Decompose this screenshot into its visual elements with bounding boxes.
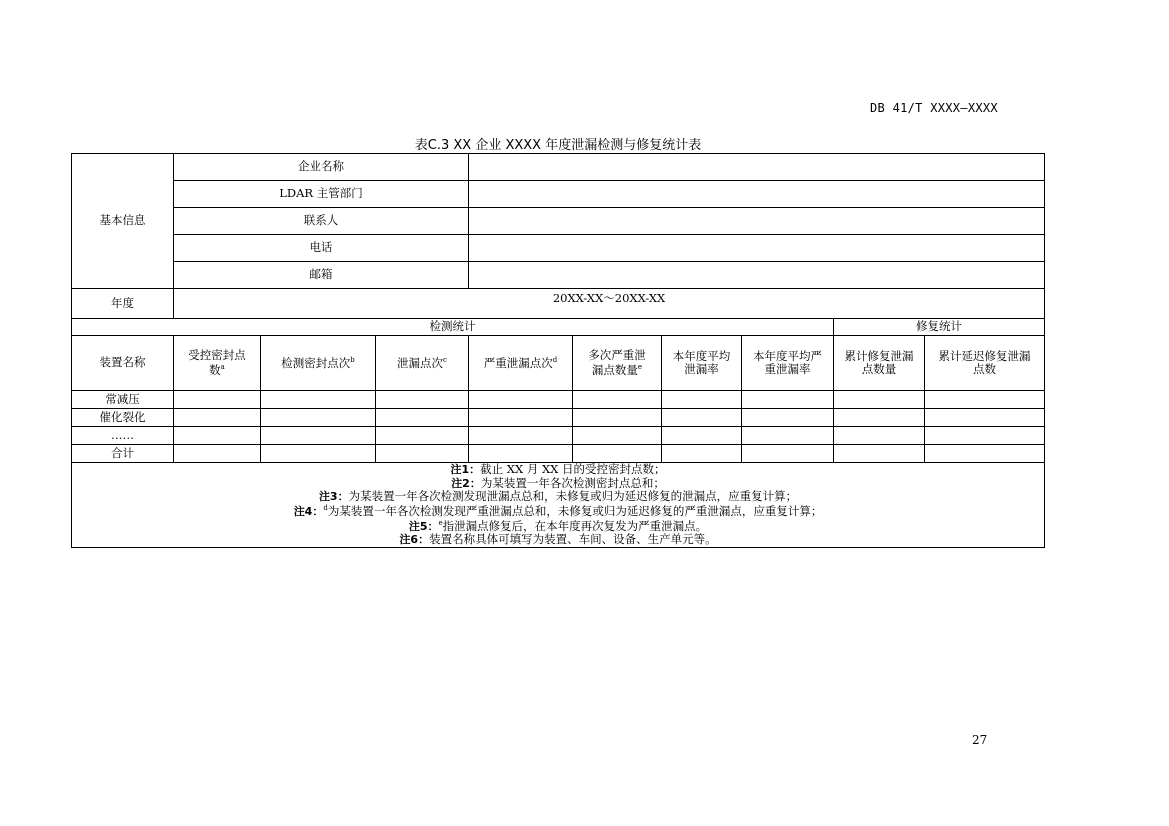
data-cell[interactable] — [573, 391, 662, 409]
data-cell[interactable] — [834, 409, 925, 427]
value-email[interactable] — [469, 262, 1045, 289]
data-cell[interactable] — [174, 427, 261, 445]
table-row — [72, 445, 1045, 463]
statistics-table — [71, 153, 1045, 548]
data-cell[interactable] — [662, 409, 742, 427]
col-repeat-serious-leaks: 多次严重泄 漏点数量$^e$ — [573, 336, 662, 391]
note-6: 注6：装置名称具体可填写为装置、车间、设备、生产单元等。 — [399, 532, 717, 547]
data-cell[interactable] — [834, 427, 925, 445]
data-cell[interactable] — [834, 391, 925, 409]
data-cell[interactable] — [742, 409, 834, 427]
data-cell[interactable] — [261, 427, 376, 445]
field-contact-person: 联系人 — [174, 208, 469, 235]
repair-group-header: 修复统计 — [834, 319, 1045, 336]
table-title: 表C.3 XX 企业 XXXX 年度泄漏检测与修复统计表 — [414, 138, 702, 153]
data-cell[interactable] — [834, 445, 925, 463]
note-4: 注4：$^d$为某装置一年各次检测发现严重泄漏点总和，未修复或归为延迟修复的严重泄漏点，应重复计算； — [293, 503, 823, 518]
data-cell[interactable] — [174, 409, 261, 427]
col-serious-leak-times: 严重泄漏点次$^d$ — [469, 336, 573, 391]
note-3: 注3：为某装置一年各次检测发现泄漏点总和，未修复或归为延迟修复的泄漏点，应重复计算； — [318, 489, 798, 504]
data-cell[interactable] — [469, 409, 573, 427]
data-cell[interactable] — [662, 445, 742, 463]
data-cell[interactable] — [261, 391, 376, 409]
data-cell[interactable] — [925, 445, 1045, 463]
data-cell[interactable] — [742, 445, 834, 463]
row-label: 常减压 — [72, 391, 174, 409]
row-label: …… — [72, 427, 174, 445]
year-value: 20XX-XX～20XX-XX — [174, 289, 1045, 319]
field-phone: 电话 — [174, 235, 469, 262]
data-cell[interactable] — [376, 445, 469, 463]
data-cell[interactable] — [376, 427, 469, 445]
table-row — [72, 409, 1045, 427]
col-cumulative-repaired: 累计修复泄漏 点数量 — [834, 336, 925, 391]
page-number: 27 — [972, 733, 988, 747]
data-cell[interactable] — [261, 409, 376, 427]
note-1: 注1：截止 XX 月 XX 日的受控密封点数； — [450, 462, 666, 476]
col-controlled-seal-points: 受控密封点 数$^a$ — [174, 336, 261, 391]
field-email: 邮箱 — [174, 262, 469, 289]
document-id: DB 41/T XXXX—XXXX — [870, 101, 998, 115]
value-company-name[interactable] — [469, 154, 1045, 181]
data-cell[interactable] — [376, 391, 469, 409]
col-cumulative-delayed: 累计延迟修复泄漏 点数 — [925, 336, 1045, 391]
data-cell[interactable] — [662, 427, 742, 445]
note-5: 注5：$^e$指泄漏点修复后，在本年度再次复发为严重泄漏点。 — [408, 518, 708, 533]
col-device-name: 装置名称 — [72, 336, 174, 391]
data-cell[interactable] — [174, 391, 261, 409]
value-ldar-department[interactable] — [469, 181, 1045, 208]
data-cell[interactable] — [376, 409, 469, 427]
data-cell[interactable] — [573, 445, 662, 463]
row-label: 催化裂化 — [72, 409, 174, 427]
year-label: 年度 — [72, 289, 174, 319]
row-label: 合计 — [72, 445, 174, 463]
table-row — [72, 391, 1045, 409]
data-cell[interactable] — [925, 427, 1045, 445]
col-annual-avg-serious-rate: 本年度平均严 重泄漏率 — [742, 336, 834, 391]
data-cell[interactable] — [469, 427, 573, 445]
table-row — [72, 427, 1045, 445]
note-2: 注2：为某装置一年各次检测密封点总和； — [451, 475, 665, 490]
field-company-name: 企业名称 — [174, 154, 469, 181]
field-ldar-department: LDAR 主管部门 — [174, 181, 469, 208]
data-cell[interactable] — [742, 391, 834, 409]
col-detected-seal-times: 检测密封点次$^b$ — [261, 336, 376, 391]
table-notes — [72, 463, 1045, 548]
value-contact-person[interactable] — [469, 208, 1045, 235]
data-cell[interactable] — [174, 445, 261, 463]
col-leak-point-times: 泄漏点次$^c$ — [376, 336, 469, 391]
detection-group-header: 检测统计 — [72, 319, 834, 336]
data-cell[interactable] — [469, 391, 573, 409]
data-cell[interactable] — [662, 391, 742, 409]
data-cell[interactable] — [573, 409, 662, 427]
col-annual-avg-leak-rate: 本年度平均 泄漏率 — [662, 336, 742, 391]
value-phone[interactable] — [469, 235, 1045, 262]
data-cell[interactable] — [742, 427, 834, 445]
data-cell[interactable] — [925, 409, 1045, 427]
data-cell[interactable] — [573, 427, 662, 445]
data-cell[interactable] — [925, 391, 1045, 409]
data-cell[interactable] — [261, 445, 376, 463]
basic-info-label: 基本信息 — [72, 154, 174, 289]
data-cell[interactable] — [469, 445, 573, 463]
